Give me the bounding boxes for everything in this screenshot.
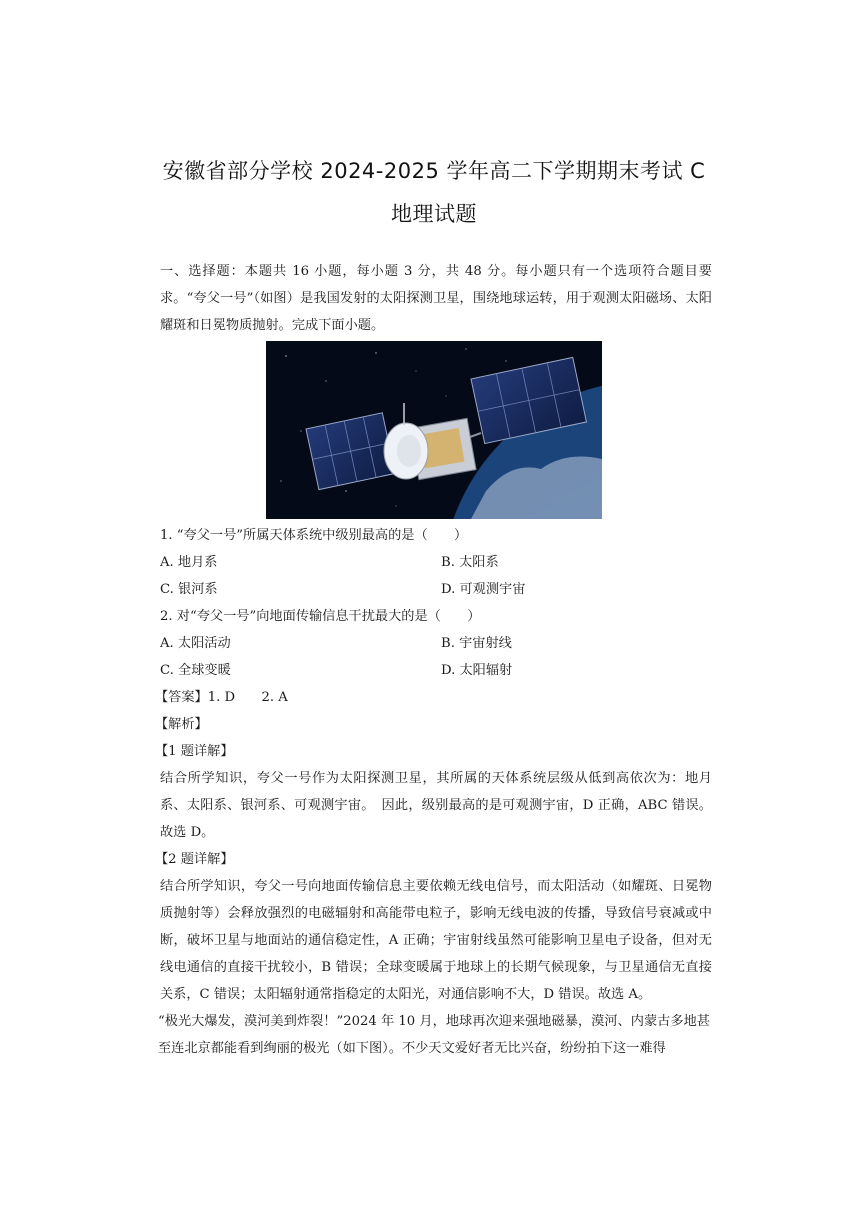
section-intro: 一、选择题：本题共 16 小题，每小题 3 分，共 48 分。每小题只有一个选项符合题目要求。“夸父一号”（如图）是我国发射的太阳探测卫星，围绕地球运转，用于观测太阳磁场、太阳耀斑和日冕物质抛射。完成下面小题。: [160, 264, 712, 333]
antenna-dish-inner: [397, 435, 421, 467]
next-question-intro: “极光大爆发，漠河美到炸裂！”2024 年 10 月，地球再次迎来强地磁暴，漠河、内蒙古多地甚至连北京都能看到绚丽的极光（如下图）。不少天文爱好者无比兴奋，纷纷拍下这一难得: [158, 1014, 710, 1056]
q2-option-d: D. 太阳辐射: [441, 663, 513, 678]
q1-option-d: D. 可观测宇宙: [441, 582, 526, 597]
satellite-figure: [266, 341, 602, 519]
q1-stem: 1. “夸父一号”所属天体系统中级别最高的是（ ）: [160, 528, 468, 543]
q1-option-a: A. 地月系: [160, 555, 218, 570]
detail1-label: 【1 题详解】: [155, 744, 234, 759]
q2-option-c: C. 全球变暖: [160, 663, 231, 678]
q1-option-b: B. 太阳系: [441, 555, 499, 570]
analysis-label: 【解析】: [155, 717, 208, 732]
q1-option-c: C. 银河系: [160, 582, 218, 597]
page-subtitle: 地理试题: [391, 202, 477, 226]
detail2-text: 结合所学知识，夸父一号向地面传输信息主要依赖无线电信号，而太阳活动（如耀斑、日冕物质抛射等）会释放强烈的电磁辐射和高能带电粒子，影响无线电波的传播，导致信号衰减或中断，破坏卫星与地面站的通信稳定性，A 正确；宇宙射线虽然可能影响卫星电子设备，但对无线电通信的直接干扰较小，B 错误；全球变暖属于地球上的长期气候现象，与卫星通信无直接关系，C 错误；太阳辐射通常指稳定的太阳光，对通信影响不大，D 错误。故选 A。: [160, 879, 712, 1002]
answer-line: 【答案】1. D 2. A: [155, 690, 288, 705]
detail1-text: 结合所学知识，夸父一号作为太阳探测卫星，其所属的天体系统层级从低到高依次为：地月系、太阳系、银河系、可观测宇宙。 因此，级别最高的是可观测宇宙，D 正确，ABC 错误。故选 D。: [160, 771, 712, 840]
detail2-label: 【2 题详解】: [155, 852, 234, 867]
satellite-image: [266, 341, 602, 519]
page-title: 安徽省部分学校 2024-2025 学年高二下学期期末考试 C: [162, 159, 706, 183]
q2-stem: 2. 对“夸父一号”向地面传输信息干扰最大的是（ ）: [160, 609, 481, 624]
q2-option-b: B. 宇宙射线: [441, 636, 512, 651]
q2-option-a: A. 太阳活动: [160, 636, 231, 651]
